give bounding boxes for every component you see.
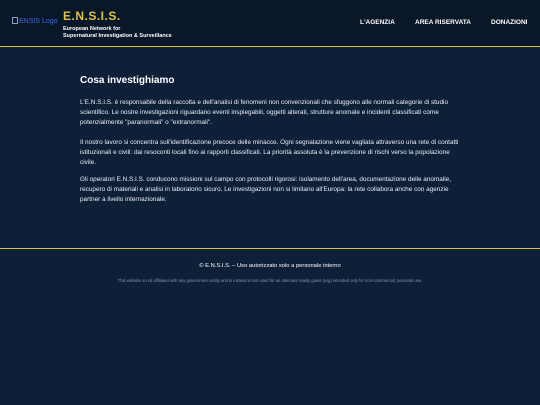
page-title: Cosa investighiamo bbox=[80, 75, 175, 86]
content-paragraph: Il nostro lavoro si concentra sull'identificazione precoce delle minacce. Ogni segnalazione viene vagliata attraverso una rete di contatti istituzionali e civili: dai resoconti locali fino ai rapporti classificati. La priorità assoluta è la prevenzione di rischi verso la popolazione civile. bbox=[80, 139, 459, 166]
brand-title: E.N.S.I.S. bbox=[63, 9, 121, 23]
site-header bbox=[0, 0, 540, 47]
logo-alt-text: ENSIS Logo bbox=[19, 18, 58, 25]
nav-link-agenzia[interactable]: L'AGENZIA bbox=[360, 19, 395, 26]
broken-image-icon bbox=[12, 17, 18, 24]
logo-link[interactable] bbox=[12, 17, 58, 27]
brand-subtitle-line-2: Supernatural Investigation & Surveillance bbox=[63, 33, 172, 39]
footer-disclaimer: This website is not affiliated with any government entity and is instead a tool used for an alternate reality game (arg) intended only for non-commercial, personal use. bbox=[117, 278, 423, 283]
footer-divider bbox=[0, 248, 540, 249]
nav-link-donazioni[interactable]: DONAZIONI bbox=[491, 19, 528, 26]
brand-subtitle-line-1: European Network for bbox=[63, 26, 121, 32]
content-paragraph: L'E.N.S.I.S. è responsabile della raccolta e dell'analisi di fenomeni non convenzionali che sfuggono alle normali categorie di studio scientifico. Le nostre investigazioni riguardano eventi inspiegabili, oggetti alterati, strutture anomale e incidenti classificati come potenzialmente "paranormali" o "extranormali". bbox=[80, 99, 448, 126]
footer-copyright: © E.N.S.I.S. – Uso autorizzato solo a personale interno bbox=[199, 263, 341, 269]
brand-subtitle bbox=[63, 26, 203, 40]
content-paragraph: Gli operatori E.N.S.I.S. conducono missioni sul campo con protocolli rigorosi: isolamento dell'area, documentazione delle anomalie, recupero di materiali e analisi in laboratorio sicuro. Le investigazioni non si limitano all'Europa: la rete collabora anche con agenzie partner a livello internazionale. bbox=[80, 176, 452, 203]
nav-link-area-riservata[interactable]: AREA RISERVATA bbox=[415, 19, 471, 26]
